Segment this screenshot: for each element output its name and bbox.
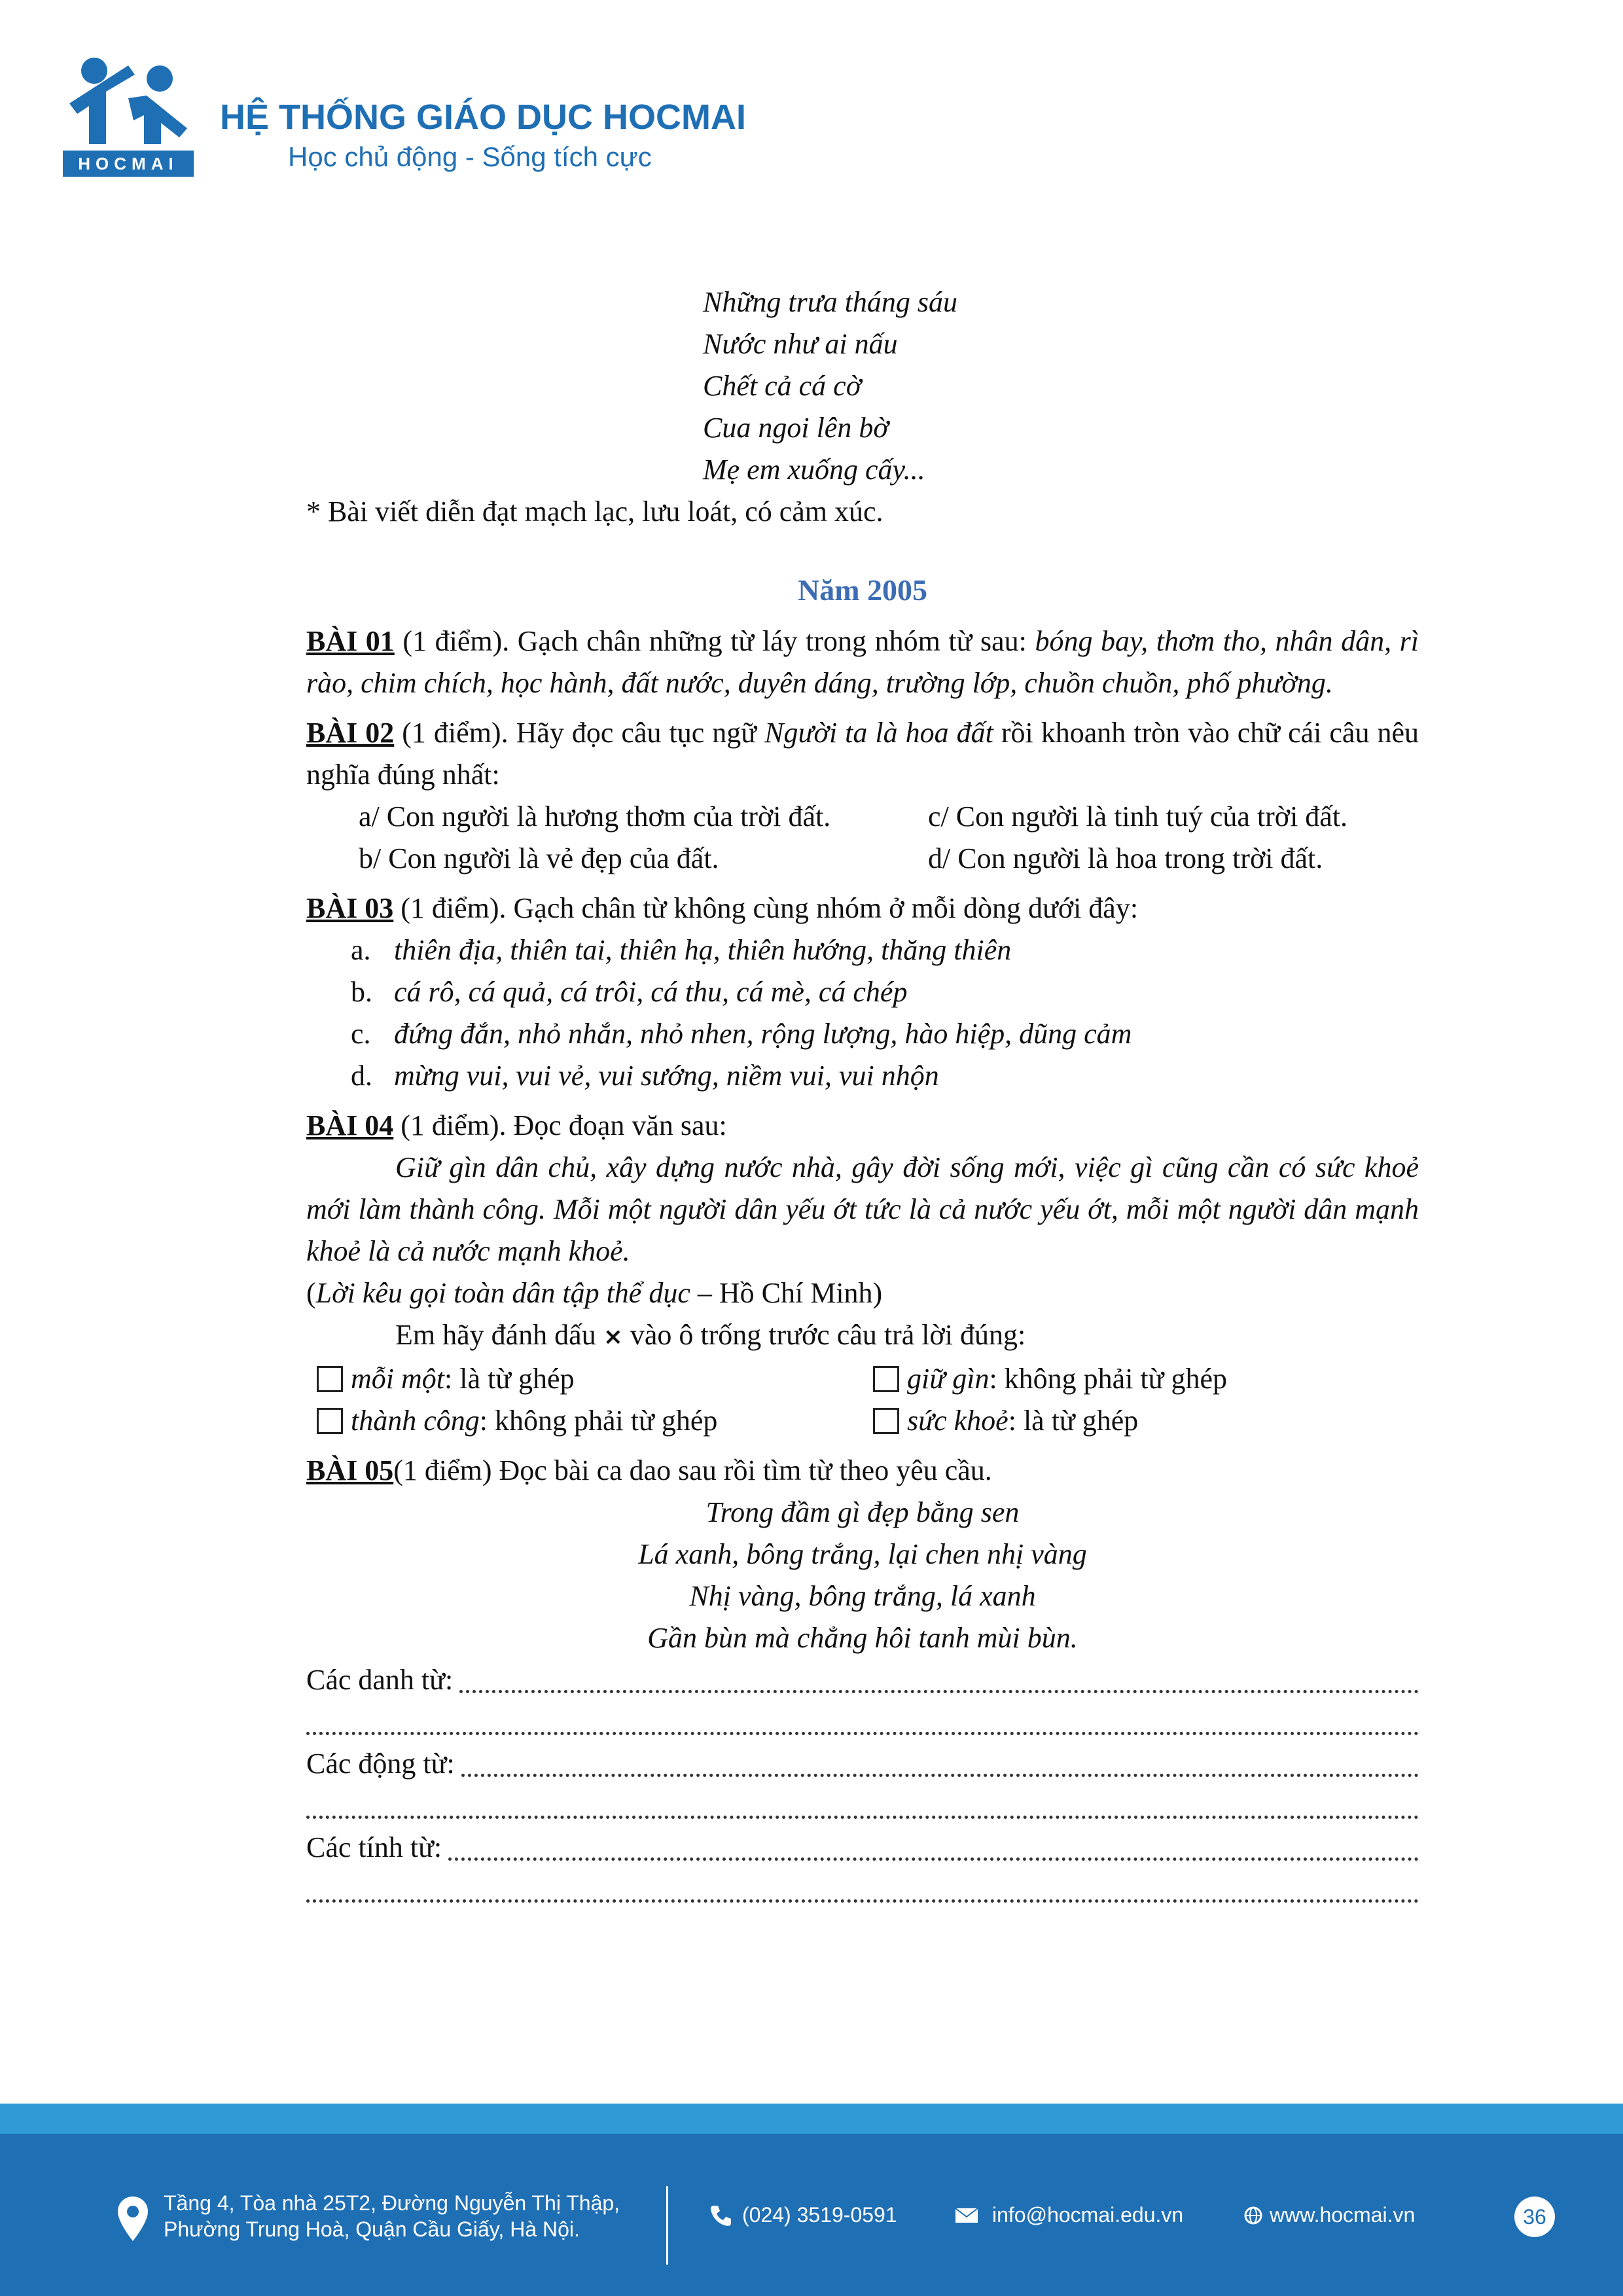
list-letter: c. xyxy=(351,1018,371,1050)
option-a: a/ Con người là hương thơm của trời đất. xyxy=(359,800,831,833)
option-b: b/ Con người là vẻ đẹp của đất. xyxy=(359,842,719,874)
globe-icon xyxy=(1243,2206,1263,2225)
list-item xyxy=(351,971,1419,1013)
answer-checkbox[interactable] xyxy=(873,1366,899,1392)
check-desc: : không phải từ ghép xyxy=(479,1405,718,1437)
footer-website[interactable]: www.hocmai.vn xyxy=(1270,2203,1416,2227)
source-author: – Hồ Chí Minh) xyxy=(690,1277,883,1309)
exercise-label: BÀI 03 xyxy=(306,892,394,924)
intro-poem xyxy=(703,281,1419,491)
footer-divider xyxy=(666,2186,668,2265)
check-instruction xyxy=(395,1314,1419,1358)
check-desc: : là từ ghép xyxy=(444,1363,575,1395)
word-group-list xyxy=(351,929,1419,1097)
exercise-text: (1 điểm). Hãy đọc câu tục ngữ xyxy=(394,717,765,749)
check-term: giữ gìn xyxy=(907,1363,990,1395)
answer-checkbox[interactable] xyxy=(317,1408,343,1434)
dotted-line xyxy=(461,1774,1419,1777)
dotted-line xyxy=(306,1732,1419,1735)
exercise-01 xyxy=(306,620,1419,704)
checkbox-item xyxy=(317,1358,873,1400)
poem-line: Trong đầm gì đẹp bằng sen xyxy=(705,1496,1020,1528)
answer-checkbox[interactable] xyxy=(873,1408,899,1434)
address-line: Tầng 4, Tòa nhà 25T2, Đường Nguyễn Thị Thập, xyxy=(164,2191,620,2215)
list-words: mừng vui, vui vẻ, vui sướng, niềm vui, vui nhộn xyxy=(394,1060,939,1092)
exercise-label: BÀI 02 xyxy=(306,717,395,749)
folk-poem xyxy=(306,1492,1419,1659)
option-d: d/ Con người là hoa trong trời đất. xyxy=(928,842,1323,874)
poem-line: Chết cả cá cờ xyxy=(703,370,862,402)
dotted-line xyxy=(448,1857,1419,1861)
check-term: mỗi một xyxy=(351,1363,444,1395)
checkbox-item xyxy=(873,1400,1370,1442)
list-words: đứng đắn, nhỏ nhắn, nhỏ nhen, rộng lượng, hào hiệp, dũng cảm xyxy=(394,1018,1132,1050)
exercise-04 xyxy=(306,1105,1419,1147)
proverb: Người ta là hoa đất xyxy=(764,717,993,749)
checkbox-item xyxy=(317,1400,873,1442)
adjective-answer-field[interactable] xyxy=(306,1827,1419,1869)
poem-line: Nước như ai nấu xyxy=(703,328,898,360)
header xyxy=(63,52,979,183)
check-desc: : là từ ghép xyxy=(1008,1405,1139,1437)
footer xyxy=(0,2134,1623,2296)
brand-slogan: Học chủ động - Sống tích cực xyxy=(288,141,652,172)
address-line: Phường Trung Hoà, Quận Cầu Giấy, Hà Nội. xyxy=(164,2217,580,2241)
cross-mark-icon: × xyxy=(603,1323,623,1350)
exam-content xyxy=(306,281,1419,1910)
checkbox-answers xyxy=(317,1358,1419,1442)
list-letter: a. xyxy=(351,934,371,966)
word-list: bóng bay, thơm tho, nhân dân, rì rào, chim chích, học hành, đất nước, duyên dáng, trường lớp, chuồn chuồn, phố phường. xyxy=(306,625,1419,699)
exercise-label: BÀI 04 xyxy=(306,1109,394,1141)
dotted-line xyxy=(306,1816,1419,1819)
poem-line: Nhị vàng, bông trắng, lá xanh xyxy=(689,1580,1036,1612)
poem-line: Những trưa tháng sáu xyxy=(703,286,958,318)
source-paren: ( xyxy=(306,1277,316,1309)
exercise-text: (1 điểm) Đọc bài ca dao sau rồi tìm từ theo yêu cầu. xyxy=(393,1454,992,1486)
exercise-03 xyxy=(306,888,1419,929)
poem-line: Mẹ em xuống cấy... xyxy=(703,454,925,486)
hocmai-logo xyxy=(63,52,194,181)
dotted-line xyxy=(459,1690,1419,1693)
poem-line: Cua ngoi lên bờ xyxy=(703,412,889,444)
logo-text: HOCMAI xyxy=(63,151,194,177)
source-title: Lời kêu gọi toàn dân tập thể dục xyxy=(315,1277,690,1309)
footer-address xyxy=(164,2190,620,2242)
verb-answer-field[interactable] xyxy=(306,1743,1419,1785)
instruction-text: vào ô trống trước câu trả lời đúng: xyxy=(622,1319,1026,1351)
exercise-05 xyxy=(306,1450,1419,1492)
year-title: Năm 2005 xyxy=(797,573,928,607)
exercise-text: rồi khoanh tròn vào chữ cái câu nêu nghĩa đúng nhất: xyxy=(306,717,1419,791)
field-label: Các tính từ: xyxy=(306,1831,442,1863)
list-letter: d. xyxy=(351,1060,372,1092)
check-term: sức khoẻ xyxy=(907,1405,1008,1437)
checkbox-item xyxy=(873,1358,1370,1400)
check-term: thành công xyxy=(351,1405,480,1437)
answer-line[interactable] xyxy=(306,1785,1419,1827)
exercise-text: (1 điểm). Gạch chân từ không cùng nhóm ở mỗi dòng dưới đây: xyxy=(393,892,1139,924)
exercise-text: (1 điểm). Gạch chân những từ láy trong nhóm từ sau: xyxy=(394,625,1035,657)
exercise-02 xyxy=(306,712,1419,796)
option-c: c/ Con người là tinh tuý của trời đất. xyxy=(928,800,1348,833)
list-words: thiên địa, thiên tai, thiên hạ, thiên hướng, thăng thiên xyxy=(394,934,1012,966)
footer-phone[interactable]: (024) 3519-0591 xyxy=(742,2203,897,2227)
location-pin-icon xyxy=(116,2195,149,2242)
exercise-label: BÀI 01 xyxy=(306,625,395,657)
answer-line[interactable] xyxy=(306,1701,1419,1743)
grading-note: * Bài viết diễn đạt mạch lạc, lưu loát, có cảm xúc. xyxy=(306,495,883,528)
mail-icon xyxy=(954,2206,979,2225)
list-item xyxy=(351,929,1419,971)
brand-title: HỆ THỐNG GIÁO DỤC HOCMAI xyxy=(220,98,746,137)
page-number: 36 xyxy=(1514,2197,1555,2237)
instruction-text: Em hãy đánh dấu xyxy=(395,1319,603,1351)
logo-people-icon xyxy=(63,52,194,151)
exercise-label: BÀI 05 xyxy=(306,1454,394,1486)
answer-checkbox[interactable] xyxy=(317,1366,343,1392)
field-label: Các động từ: xyxy=(306,1748,455,1780)
answer-options xyxy=(359,796,1419,880)
noun-answer-field[interactable] xyxy=(306,1659,1419,1701)
check-desc: : không phải từ ghép xyxy=(989,1363,1228,1395)
reading-passage: Giữ gìn dân chủ, xây dựng nước nhà, gây đời sống mới, việc gì cũng cần có sức khoẻ mới làm thành công. Mỗi một người dân yếu ớt tức là cả nước yếu ớt, mỗi một người dân mạnh khoẻ là cả nước mạnh khoẻ. xyxy=(306,1151,1419,1267)
phone-icon xyxy=(708,2203,733,2228)
list-words: cá rô, cá quả, cá trôi, cá thu, cá mè, cá chép xyxy=(394,976,908,1008)
exercise-text: (1 điểm). Đọc đoạn văn sau: xyxy=(393,1109,727,1141)
field-label: Các danh từ: xyxy=(306,1664,454,1696)
poem-line: Lá xanh, bông trắng, lại chen nhị vàng xyxy=(638,1538,1087,1570)
list-letter: b. xyxy=(351,976,372,1008)
list-item xyxy=(351,1013,1419,1055)
list-item xyxy=(351,1055,1419,1097)
passage-source xyxy=(306,1272,1419,1314)
answer-line[interactable] xyxy=(306,1869,1419,1910)
footer-accent-band xyxy=(0,2104,1623,2134)
dotted-line xyxy=(306,1899,1419,1903)
poem-line: Gần bùn mà chẳng hôi tanh mùi bùn. xyxy=(647,1622,1078,1654)
footer-email[interactable]: info@hocmai.edu.vn xyxy=(992,2203,1184,2227)
